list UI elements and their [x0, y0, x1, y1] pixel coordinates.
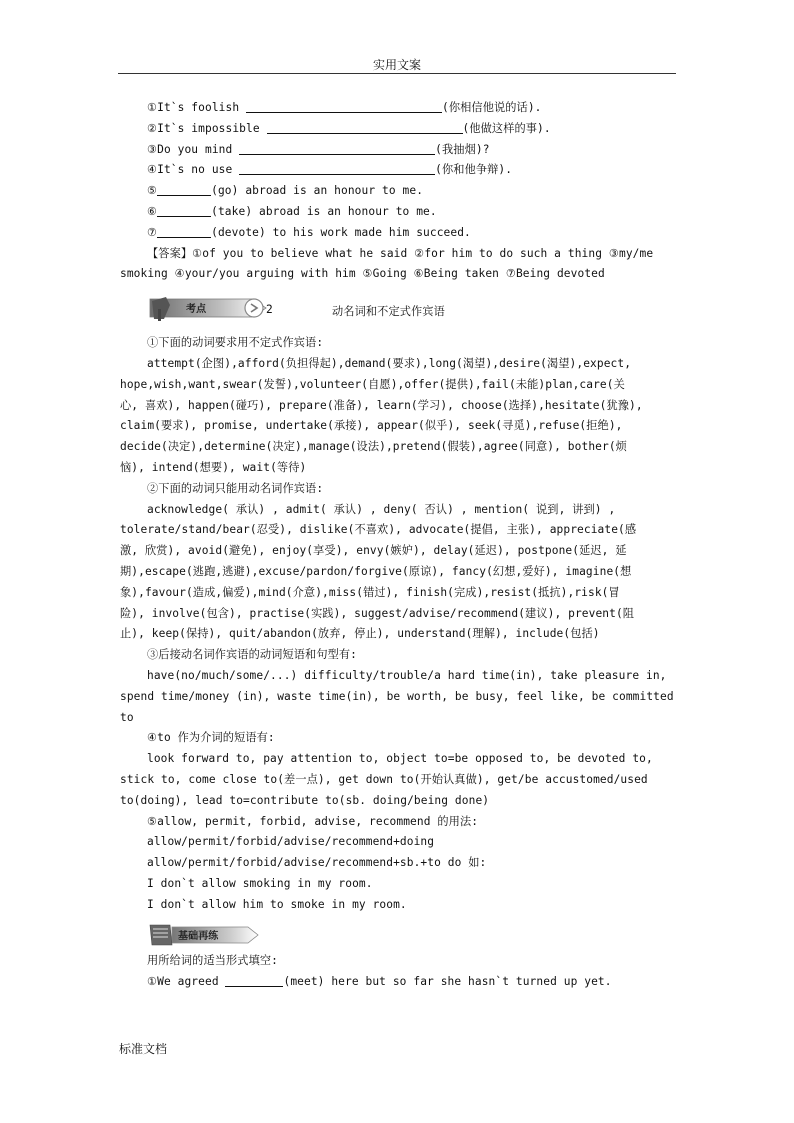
section-body	[120, 333, 694, 915]
text-line: acknowledge( 承认) , admit( 承认) , deny( 否认) , mention( 说到, 讲到) ,	[147, 502, 616, 516]
exercise-item	[120, 98, 694, 119]
practice-instruction: 用所给词的适当形式填空:	[147, 954, 278, 968]
text-line: I don`t allow smoking in my room.	[147, 876, 373, 890]
text-line: allow/permit/forbid/advise/recommend+sb.+to do 如:	[147, 856, 487, 870]
text-line: ②下面的动词只能用动名词作宾语:	[147, 481, 324, 495]
exercise-prefix: ⑤	[147, 184, 158, 198]
text-line: decide(决定),determine(决定),manage(设法),pretend(假装),agree(同意), bother(烦	[120, 440, 627, 454]
answer-blank[interactable]	[239, 161, 435, 175]
practice-banner-icon	[148, 921, 268, 947]
exercise-suffix: (take) abroad is an honour to me.	[211, 204, 437, 218]
exercise-item	[120, 202, 694, 223]
exercise-item	[120, 160, 694, 181]
text-line: allow/permit/forbid/advise/recommend+doing	[147, 835, 435, 849]
practice-question-1	[120, 972, 694, 993]
exercise-item	[120, 181, 694, 202]
question-1-prefix: ①We agreed	[147, 975, 226, 989]
text-line: ⑤allow, permit, forbid, advise, recommend 的用法:	[147, 814, 479, 828]
text-line: 期),escape(逃跑,逃避),excuse/pardon/forgive(原谅), fancy(幻想,爱好), imagine(想	[120, 564, 632, 578]
exercise-suffix: (他做这样的事).	[462, 121, 551, 135]
text-line: ④to 作为介词的短语有:	[147, 731, 275, 745]
page-header: 实用文案	[372, 58, 421, 72]
answer-blank[interactable]	[239, 141, 435, 155]
text-line: look forward to, pay attention to, object to=be opposed to, be devoted to,	[147, 752, 653, 766]
text-line: have(no/much/some/...) difficulty/trouble/a hard time(in), take pleasure in,	[147, 668, 667, 682]
text-line: 象),favour(造成,偏爱),mind(介意),miss(错过), finish(完成),resist(抵抗),risk(冒	[120, 585, 620, 599]
exercise-prefix: ④It`s no use	[147, 163, 240, 177]
text-line: claim(要求), promise, undertake(承接), appear(似乎), seek(寻觅),refuse(拒绝),	[120, 419, 623, 433]
answer-blank[interactable]	[267, 120, 463, 134]
text-line: hope,wish,want,swear(发誓),volunteer(自愿),offer(提供),fail(未能)plan,care(关	[120, 377, 625, 391]
text-line: ③后接动名词作宾语的动词短语和句型有:	[147, 648, 358, 662]
text-line: to	[120, 710, 134, 724]
text-line: 险), involve(包含), practise(实践), suggest/advise/recommend(建议), prevent(阻	[120, 606, 635, 620]
answer-line-1	[120, 244, 694, 265]
exercise-suffix: (devote) to his work made him succeed.	[211, 225, 471, 239]
page-footer: 标准文档	[119, 1042, 168, 1056]
answer-line-2: smoking ④your/you arguing with him ⑤Going ⑥Being taken ⑦Being devoted	[120, 267, 605, 281]
text-line: 恼), intend(想要), wait(等待)	[120, 460, 307, 474]
practice-heading	[120, 919, 694, 949]
text-line: ①下面的动词要求用不定式作宾语:	[147, 336, 324, 350]
answer-blank[interactable]	[157, 182, 211, 196]
text-line: tolerate/stand/bear(忍受), dislike(不喜欢), advocate(提倡, 主张), appreciate(感	[120, 523, 637, 537]
exercise-list	[120, 98, 694, 244]
answer-blank[interactable]	[157, 203, 211, 217]
svg-text:考点: 考点	[186, 304, 207, 316]
section-number: 2	[266, 303, 273, 317]
answer-blank[interactable]	[157, 224, 211, 238]
text-line: I don`t allow him to smoke in my room.	[147, 897, 407, 911]
text-line: stick to, come close to(差一点), get down to(开始认真做), get/be accustomed/used	[120, 772, 648, 786]
text-line: attempt(企图),afford(负担得起),demand(要求),long(渴望),desire(渴望),expect,	[147, 356, 632, 370]
question-1-suffix: (meet) here but so far she hasn`t turned up yet.	[283, 975, 612, 989]
exercise-prefix: ⑦	[147, 225, 158, 239]
exercise-prefix: ③Do you mind	[147, 142, 240, 156]
exercise-suffix: (go) abroad is an honour to me.	[211, 184, 424, 198]
text-line: 激, 欣赏), avoid(避免), enjoy(享受), envy(嫉妒), delay(延迟), postpone(延迟, 延	[120, 544, 627, 558]
exercise-item	[120, 140, 694, 161]
header-divider	[118, 73, 676, 74]
answer-label: 【答案】	[147, 246, 193, 260]
exercise-suffix: (你相信他说的话).	[442, 101, 542, 114]
exercise-suffix: (我抽烟)?	[435, 142, 490, 156]
answer-blank[interactable]	[225, 973, 283, 987]
exercise-item	[120, 223, 694, 244]
section-heading	[120, 293, 694, 327]
exercise-suffix: (你和他争辩).	[435, 163, 513, 177]
exercise-prefix: ①It`s foolish	[147, 101, 246, 114]
text-line: 止), keep(保持), quit/abandon(放弃, 停止), understand(理解), include(包括)	[120, 627, 600, 641]
answer-blank[interactable]	[246, 99, 442, 113]
text-line: spend time/money (in), waste time(in), be worth, be busy, feel like, be committed	[120, 689, 674, 703]
section-title: 动名词和不定式作宾语	[332, 305, 445, 319]
svg-text:基础再练: 基础再练	[178, 931, 219, 943]
exercise-prefix: ②It`s impossible	[147, 121, 267, 135]
exercise-item	[120, 119, 694, 140]
text-line: to(doing), lead to=contribute to(sb. doing/being done)	[120, 793, 490, 807]
document-body	[120, 98, 694, 993]
answer-text-1: ①of you to believe what he said ②for him to do such a thing ③my/me	[192, 246, 654, 260]
text-line: 心, 喜欢), happen(碰巧), prepare(准备), learn(学习), choose(选择),hesitate(犹豫),	[120, 398, 643, 412]
exercise-prefix: ⑥	[147, 204, 158, 218]
